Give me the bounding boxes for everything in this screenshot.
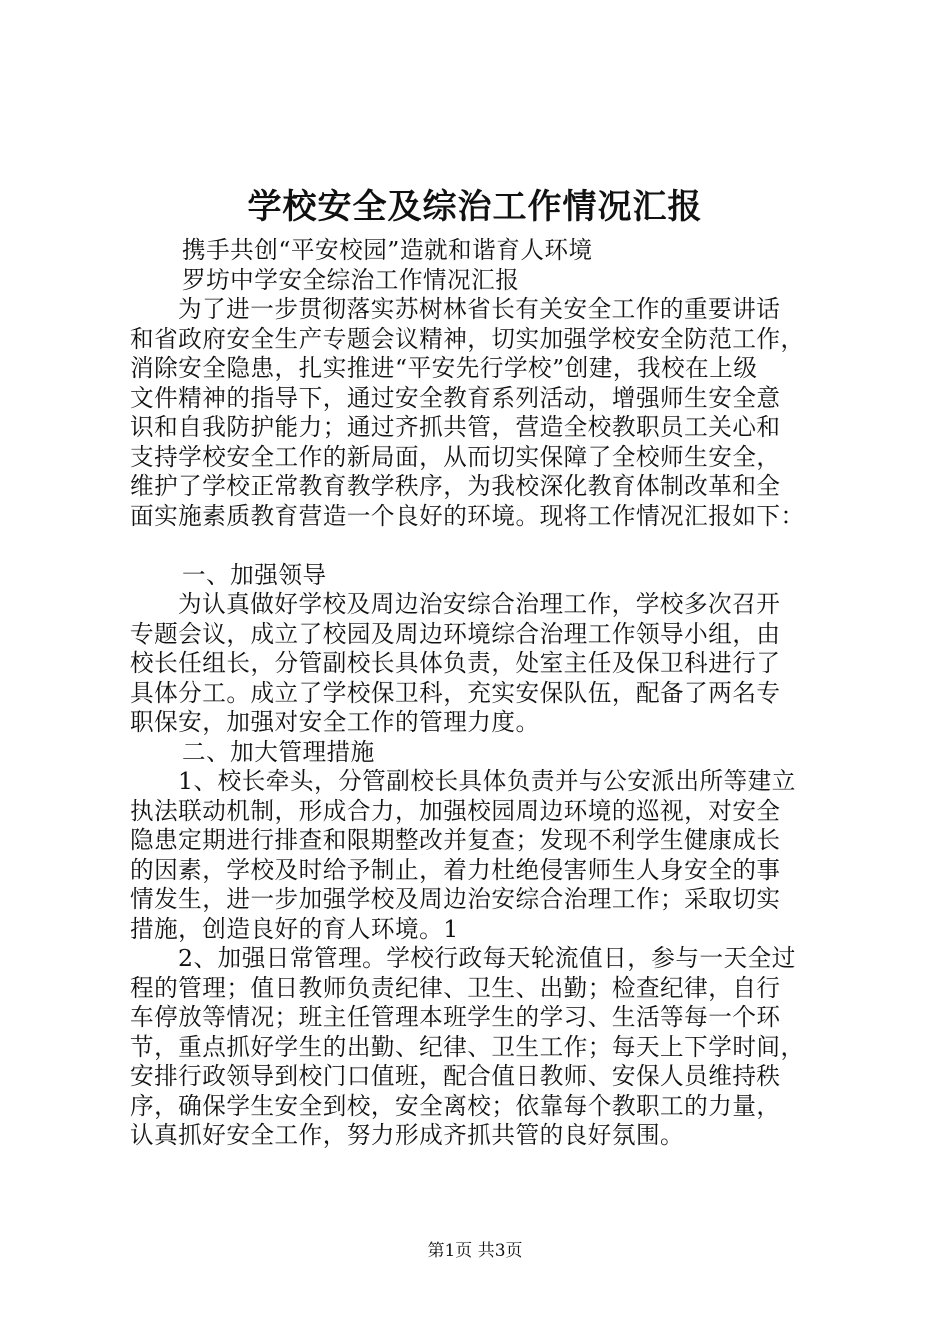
paragraph-line: 执法联动机制，形成合力，加强校园周边环境的巡视，对安全 xyxy=(130,796,781,825)
page-number: 第1页 共3页 xyxy=(427,1241,523,1261)
paragraph-line: 节，重点抓好学生的出勤、纪律、卫生工作；每天上下学时间， xyxy=(130,1032,805,1061)
subtitle-line: 罗坊中学安全综治工作情况汇报 xyxy=(182,265,520,294)
section-heading: 二、加大管理措施 xyxy=(182,737,375,766)
paragraph-line: 安排行政领导到校门口值班，配合值日教师、安保人员维持秩 xyxy=(130,1062,781,1090)
section-heading: 一、加强领导 xyxy=(182,560,327,589)
document-body xyxy=(130,236,840,1151)
paragraph-line: 支持学校安全工作的新局面，从而切实保障了全校师生安全， xyxy=(130,442,781,471)
paragraph-line: 为了进一步贯彻落实苏树林省长有关安全工作的重要讲话 xyxy=(178,295,781,323)
paragraph-line: 程的管理；值日教师负责纪律、卫生、出勤；检查纪律，自行 xyxy=(130,973,781,1002)
paragraph-line: 序，确保学生安全到校，安全离校；依靠每个教职工的力量， xyxy=(130,1091,781,1120)
paragraph-line: 面实施素质教育营造一个良好的环境。现将工作情况汇报如下： xyxy=(130,501,805,530)
paragraph-line: 具体分工。成立了学校保卫科，充实安保队伍，配备了两名专 xyxy=(130,678,781,707)
paragraph-line: 隐患定期进行排查和限期整改并复查；发现不利学生健康成长 xyxy=(130,826,781,854)
paragraph-line: 专题会议，成立了校园及周边环境综合治理工作领导小组，由 xyxy=(130,619,781,648)
paragraph-line: 车停放等情况；班主任管理本班学生的学习、生活等每一个环 xyxy=(130,1003,781,1031)
paragraph-line: 校长任组长，分管副校长具体负责，处室主任及保卫科进行了 xyxy=(130,649,781,677)
paragraph-line: 情发生，进一步加强学校及周边治安综合治理工作；采取切实 xyxy=(130,885,781,913)
paragraph-line: 维护了学校正常教育教学秩序，为我校深化教育体制改革和全 xyxy=(130,472,781,500)
paragraph-line: 文件精神的指导下，通过安全教育系列活动，增强师生安全意 xyxy=(130,383,781,412)
paragraph-line: 措施，创造良好的育人环境。1 xyxy=(130,914,459,943)
subtitle-line: 携手共创“平安校园”造就和谐育人环境 xyxy=(182,236,593,264)
blank-line xyxy=(130,531,840,561)
paragraph-line: 2、加强日常管理。学校行政每天轮流值日，参与一天全过 xyxy=(178,944,796,972)
paragraph-line: 为认真做好学校及周边治安综合治理工作，学校多次召开 xyxy=(178,590,781,618)
document-title: 学校安全及综治工作情况汇报 xyxy=(247,187,703,227)
paragraph-line: 职保安，加强对安全工作的管理力度。 xyxy=(130,708,540,736)
paragraph-line: 认真抓好安全工作，努力形成齐抓共管的良好氛围。 xyxy=(130,1121,685,1149)
paragraph-line: 识和自我防护能力；通过齐抓共管，营造全校教职员工关心和 xyxy=(130,413,781,441)
paragraph-line: 的因素，学校及时给予制止，着力杜绝侵害师生人身安全的事 xyxy=(130,855,781,884)
paragraph-line: 和省政府安全生产专题会议精神，切实加强学校安全防范工作， xyxy=(130,324,805,353)
paragraph-line: 1、校长牵头，分管副校长具体负责并与公安派出所等建立 xyxy=(178,767,796,795)
paragraph-line: 消除安全隐患，扎实推进“平安先行学校”创建，我校在上级 xyxy=(130,354,758,382)
